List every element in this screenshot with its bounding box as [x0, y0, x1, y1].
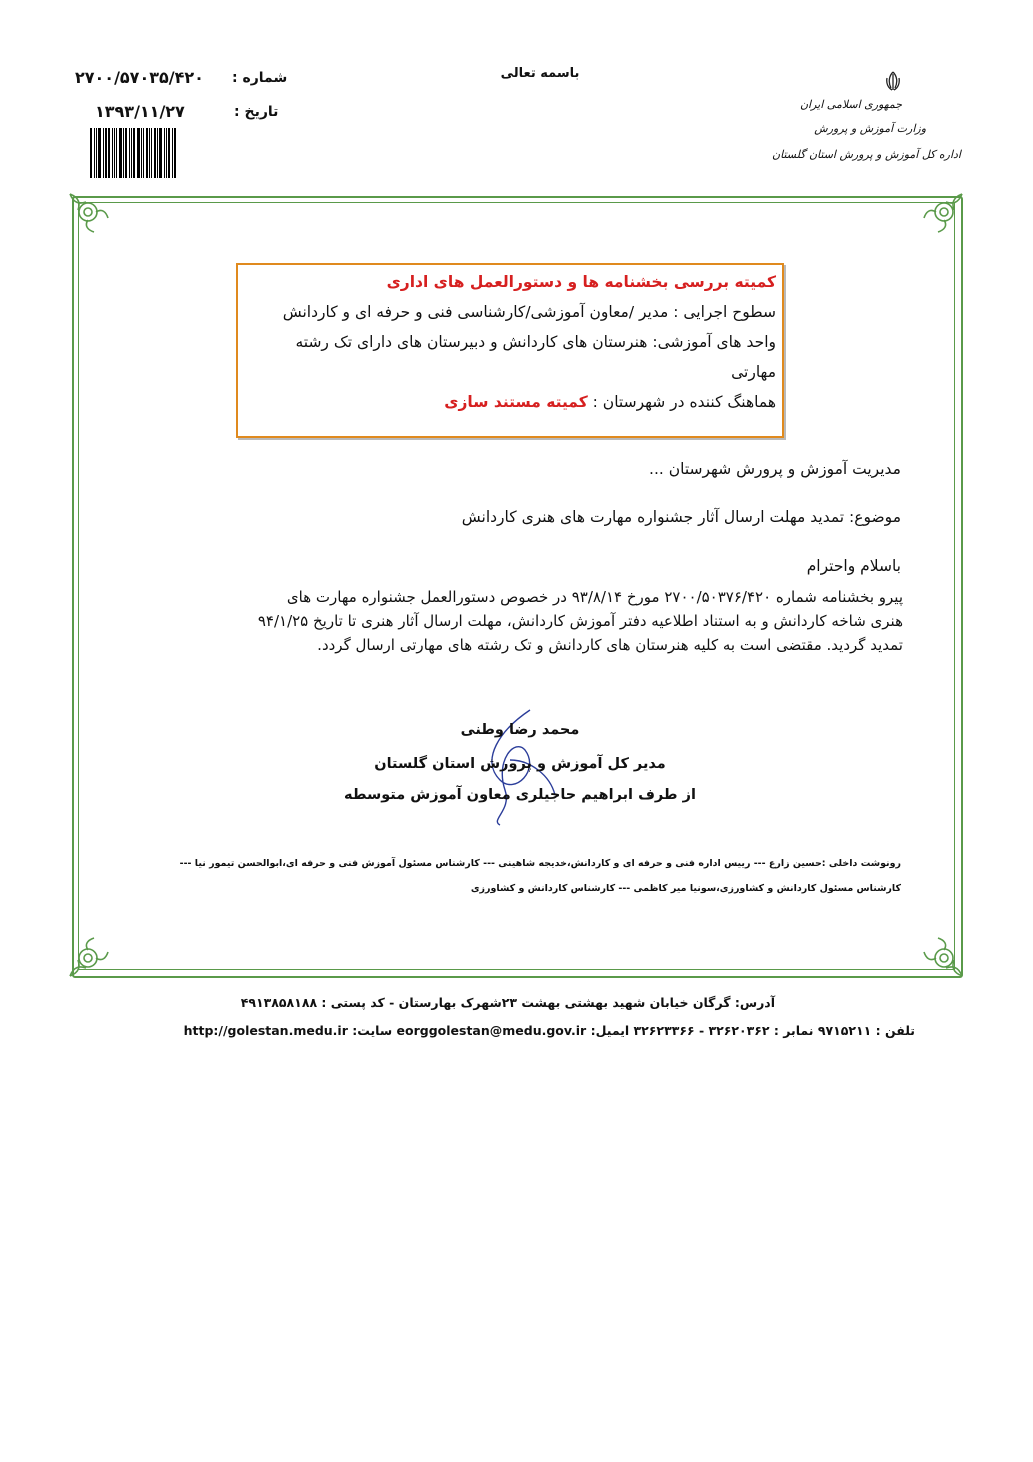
emblem-icon [883, 70, 903, 92]
corner-ornament-icon [922, 936, 966, 980]
signatory-on-behalf: از طرف ابراهیم حاجیلری معاون آموزش متوسطه [344, 787, 696, 803]
number-value: ۲۷۰۰/۵۷۰۳۵/۴۲۰ [75, 68, 204, 87]
addressee: مدیریت آموزش و پرورش شهرستان ... [649, 460, 901, 478]
circular-info-box [236, 263, 784, 438]
bismillah-heading: باسمه تعالی [500, 66, 580, 81]
paragraph-line: هنری شاخه کاردانش و به استناد اطلاعیه دفتر آموزش کاردانش، مهلت ارسال آثار هنری تا تاریخ ۹۴/۱/۲۵ [257, 612, 903, 630]
cc-line-1: رونوشت داخلی :حسین زارع --- رییس اداره فنی و حرفه ای و کاردانش،خدیجه شاهینی --- کارشناس مسئول آموزش فنی و حرفه ای،ابوالحسن تیمور نیا --- [179, 858, 901, 869]
date-value: ۱۳۹۳/۱۱/۲۷ [95, 102, 185, 121]
cc-line-2: کارشناس مسئول کاردانش و کشاورزی،سونیا میر کاظمی --- کارشناس کاردانش و کشاورزی [470, 883, 901, 894]
corner-ornament-icon [66, 936, 110, 980]
box-executive-levels: سطوح اجرایی : مدیر /معاون آموزشی/کارشناسی فنی و حرفه ای و کاردانش [282, 303, 776, 321]
signatory-title: مدیر کل آموزش و پرورش استان گلستان [374, 756, 666, 772]
footer-contact [184, 1023, 915, 1038]
box-title: کمیته بررسی بخشنامه ها و دستورالعمل های اداری [386, 273, 776, 291]
number-label: شماره : [232, 70, 288, 86]
footer-site[interactable]: http://golestan.medu.ir [183, 1023, 348, 1038]
ministry-line-3: اداره کل آموزش و پرورش استان گلستان [772, 148, 961, 161]
corner-ornament-icon [922, 190, 966, 234]
ministry-line-1: جمهوری اسلامی ایران [799, 98, 902, 111]
footer-site-label: سایت: [352, 1023, 393, 1038]
greeting: باسلام واحترام [806, 557, 901, 575]
box-coordinator [244, 387, 776, 417]
box-educational-units-cont: مهارتی [731, 363, 776, 381]
subject-line: موضوع: تمدید مهلت ارسال آثار جشنواره مهارت های هنری کاردانش [461, 508, 901, 526]
footer-address: آدرس: گرگان خیابان شهید بهشتی بهشت ۲۳شهرک بهارستان - کد پستی : ۴۹۱۳۸۵۸۱۸۸ [240, 995, 775, 1010]
coordinator-value: کمیته مستند سازی [444, 393, 588, 411]
date-label: تاریخ : [234, 104, 279, 120]
signatory-name: محمد رضا وطنی [460, 722, 580, 738]
paragraph-line: تمدید گردید. مقتضی است به کلیه هنرستان های کاردانش و تک رشته های مهارتی ارسال گردد. [317, 636, 903, 654]
footer-phone: تلفن : ۹۷۱۵۲۱۱ نمابر : ۳۲۶۲۰۳۶۲ - ۳۲۶۲۳۳۶۶ ایمیل: [590, 1023, 915, 1038]
body-paragraph [143, 585, 903, 657]
paragraph-line: پیرو بخشنامه شماره ۲۷۰۰/۵۰۳۷۶/۴۲۰ مورخ ۹۳/۸/۱۴ در خصوص دستورالعمل جشنواره مهارت های [286, 588, 903, 606]
footer-email[interactable]: eorggolestan@medu.gov.ir [396, 1023, 587, 1038]
barcode-icon [90, 128, 180, 178]
corner-ornament-icon [66, 190, 110, 234]
coordinator-label: هماهنگ کننده در شهرستان : [592, 393, 776, 411]
box-educational-units: واحد های آموزشی: هنرستان های کاردانش و دبیرستان های دارای تک رشته [295, 333, 776, 351]
ministry-line-2: وزارت آموزش و پرورش [814, 122, 926, 135]
